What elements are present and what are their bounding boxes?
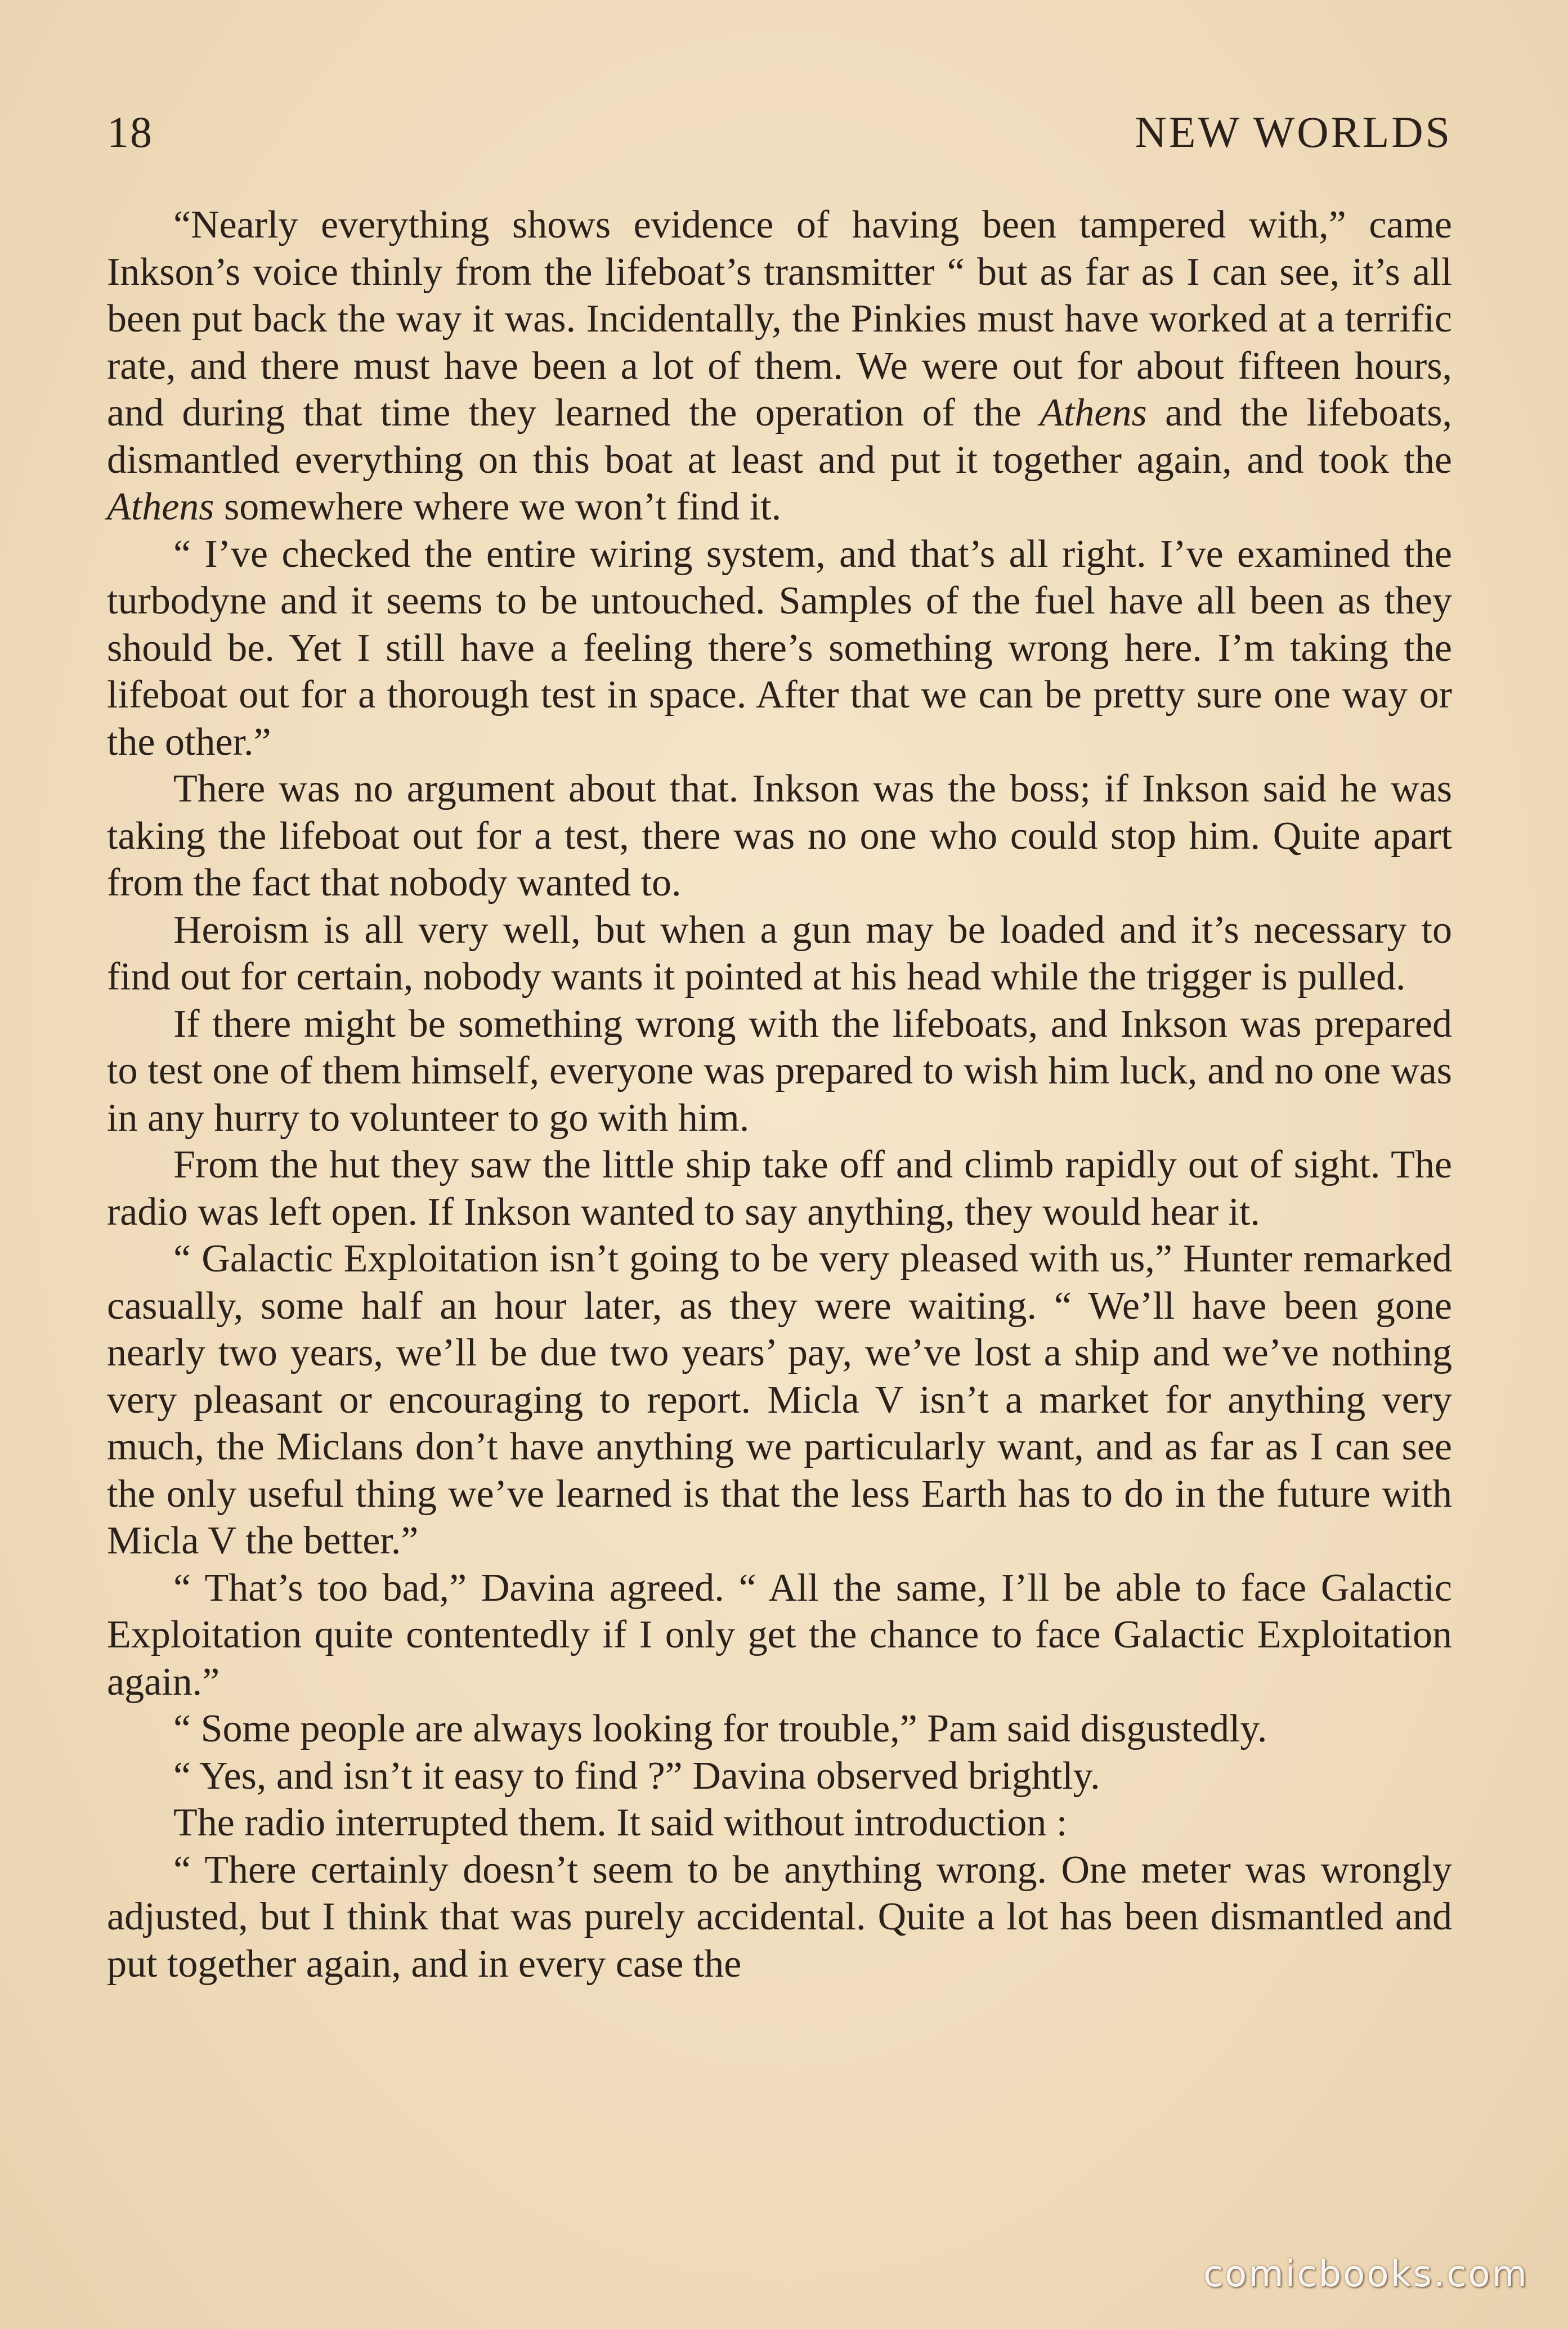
paragraph — [107, 765, 1452, 907]
text-run: somewhere where we won’t find it. — [214, 485, 782, 528]
text-run: and the lifeboats, dismantled everything on this boat at least and put it together again, and took the — [107, 391, 1452, 482]
italic-text: Athens — [1040, 391, 1147, 435]
text-run: “ Some people are always looking for trouble,” Pam said disgustedly. — [173, 1707, 1267, 1750]
paragraph — [107, 201, 1452, 531]
text-run: There was no argument about that. Inkson was the boss; if Inkson said he was taking the lifeboat out for a test, there was no one who could stop him. Quite apart from the fact that nobody wanted to. — [107, 767, 1452, 904]
text-run: “Nearly everything shows evidence of having been tampered with,” came Inkson’s voice thinly from the lifeboat’s transmitter “ but as far as I can see, it’s all been put back the way it was. Incidentally, the Pinkies must have worked at a terrific rate, and there must have been a lot of them. We were out for about fifteen hours, and during that time they learned the operation of the — [107, 203, 1452, 435]
watermark-logo: comicbooks.com — [1203, 2254, 1529, 2295]
text-run: “ There certainly doesn’t seem to be anything wrong. One meter was wrongly adjusted, but I think that was purely accidental. Quite a lot has been dismantled and put together again, and in every case the — [107, 1848, 1452, 1986]
paragraph — [107, 1001, 1452, 1142]
text-run: “ Yes, and isn’t it easy to find ?” Davina observed brightly. — [173, 1754, 1100, 1798]
body-text — [107, 201, 1452, 1987]
text-run: “ I’ve checked the entire wiring system, and that’s all right. I’ve examined the turbodyne and it seems to be untouched. Samples of the fuel have all been as they should be. Yet I still have a feeling there’s something wrong here. I’m taking the lifeboat out for a thorough test in space. After that we can be pretty sure one way or the other.” — [107, 532, 1452, 764]
text-run: Heroism is all very well, but when a gun may be loaded and it’s necessary to find out for certain, nobody wants it pointed at his head while the trigger is pulled. — [107, 908, 1452, 998]
paragraph — [107, 1847, 1452, 1988]
paragraph — [107, 1705, 1452, 1753]
text-run: From the hut they saw the little ship take off and climb rapidly out of sight. The radio was left open. If Inkson wanted to say anything, they would hear it. — [107, 1143, 1452, 1234]
paragraph — [107, 1799, 1452, 1847]
running-title: NEW WORLDS — [1135, 108, 1452, 156]
text-run: “ That’s too bad,” Davina agreed. “ All the same, I’ll be able to face Galactic Exploitation quite contentedly if I only get the chance to face Galactic Exploitation again.” — [107, 1566, 1452, 1704]
italic-text: Athens — [107, 485, 214, 528]
paragraph — [107, 1565, 1452, 1706]
paragraph — [107, 1753, 1452, 1800]
paragraph — [107, 1235, 1452, 1565]
paragraph — [107, 907, 1452, 1001]
paragraph — [107, 1141, 1452, 1235]
text-run: The radio interrupted them. It said without introduction : — [173, 1801, 1068, 1844]
text-run: If there might be something wrong with the lifeboats, and Inkson was prepared to test one of them himself, everyone was prepared to wish him luck, and no one was in any hurry to volunteer to go with him. — [107, 1002, 1452, 1140]
text-run: “ Galactic Exploitation isn’t going to be very pleased with us,” Hunter remarked casually, some half an hour later, as they were waiting. “ We’ll have been gone nearly two years, we’ll be due two years’ pay, we’ve lost a ship and we’ve nothing very pleasant or encouraging to report. Micla V isn’t a market for anything very much, the Miclans don’t have anything we particularly want, and as far as I can see the only useful thing we’ve learned is that the less Earth has to do in the future with Micla V the better.” — [107, 1237, 1452, 1562]
page-number: 18 — [107, 108, 153, 156]
page-header — [107, 107, 1452, 169]
paragraph — [107, 531, 1452, 766]
